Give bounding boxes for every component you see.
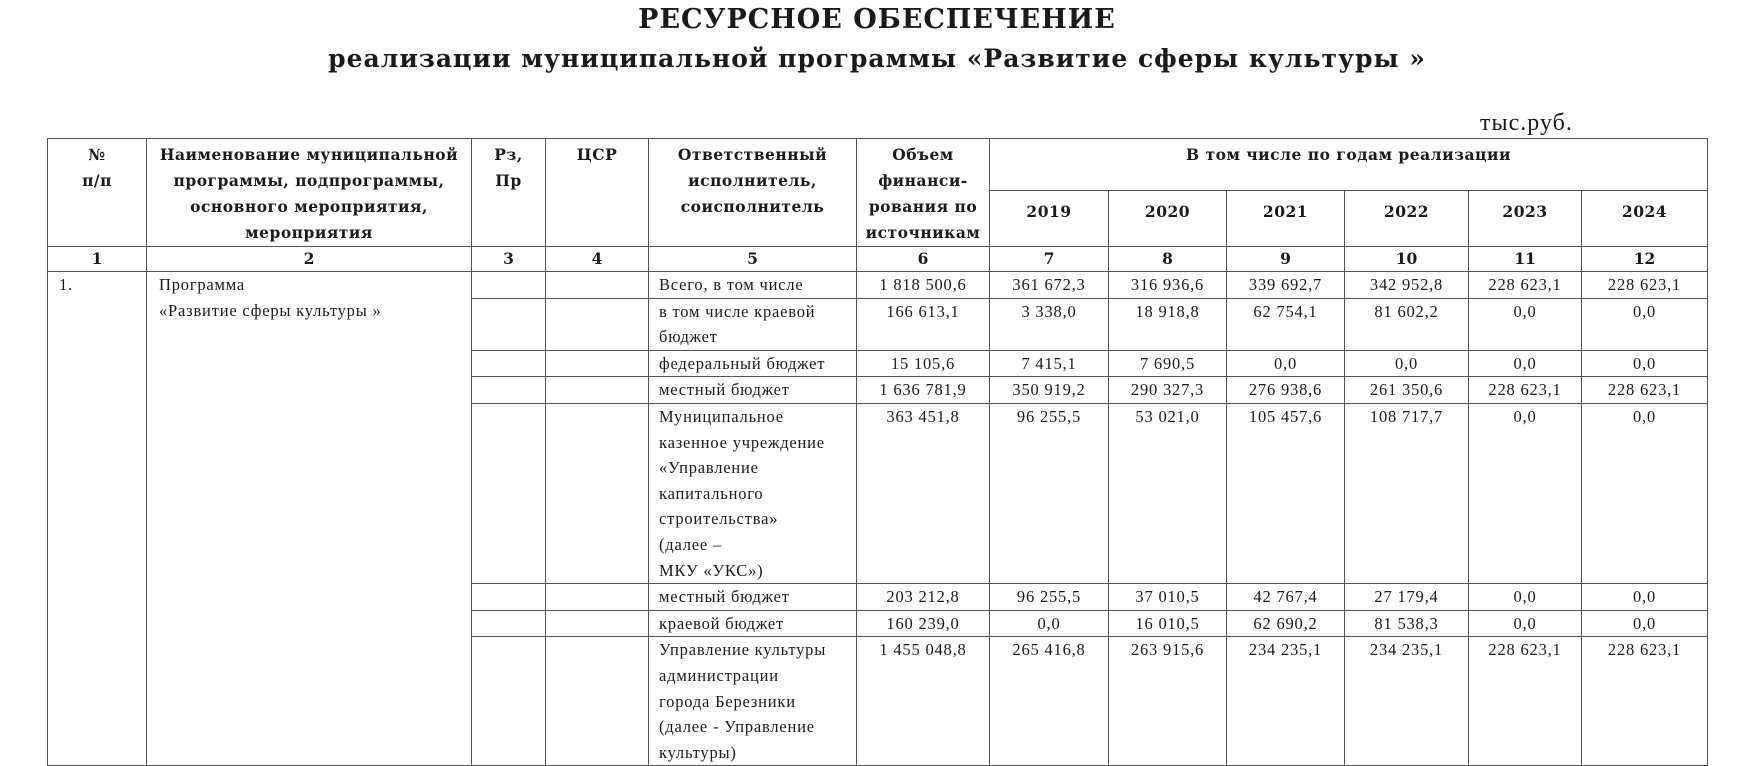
year-value-cell: 0,0: [1469, 403, 1582, 583]
year-value-cell: 0,0: [1582, 610, 1708, 637]
year-value-cell: 228 623,1: [1469, 272, 1582, 299]
csr-cell: [546, 377, 649, 404]
total-cell: 203 212,8: [857, 584, 990, 611]
year-value-cell: 361 672,3: [990, 272, 1109, 299]
year-value-cell: 27 179,4: [1345, 584, 1469, 611]
csr-cell: [546, 584, 649, 611]
year-value-cell: 96 255,5: [990, 403, 1109, 583]
units-label: тыс.руб.: [1480, 110, 1573, 136]
year-value-cell: 0,0: [1469, 350, 1582, 377]
header-year: 2019: [990, 191, 1109, 247]
year-value-cell: 228 623,1: [1582, 272, 1708, 299]
header-year: 2021: [1227, 191, 1345, 247]
column-number: 10: [1345, 247, 1469, 272]
total-cell: 1 636 781,9: [857, 377, 990, 404]
source-cell: краевой бюджет: [649, 610, 857, 637]
year-value-cell: 228 623,1: [1469, 377, 1582, 404]
source-cell: в том числе краевой бюджет: [649, 298, 857, 350]
total-cell: 166 613,1: [857, 298, 990, 350]
year-value-cell: 228 623,1: [1582, 637, 1708, 766]
resource-table: [47, 138, 1708, 766]
column-number: 11: [1469, 247, 1582, 272]
year-value-cell: 81 538,3: [1345, 610, 1469, 637]
year-value-cell: 96 255,5: [990, 584, 1109, 611]
header-num: № п/п: [48, 139, 147, 247]
year-value-cell: 0,0: [1582, 298, 1708, 350]
year-value-cell: 0,0: [1227, 350, 1345, 377]
csr-cell: [546, 403, 649, 583]
year-value-cell: 108 717,7: [1345, 403, 1469, 583]
year-value-cell: 42 767,4: [1227, 584, 1345, 611]
source-cell: местный бюджет: [649, 377, 857, 404]
rz-pr-cell: [472, 272, 546, 299]
csr-cell: [546, 610, 649, 637]
page-title: РЕСУРСНОЕ ОБЕСПЕЧЕНИЕ: [638, 4, 1116, 35]
page-subtitle: реализации муниципальной программы «Развитие сферы культуры »: [328, 44, 1426, 73]
rz-pr-cell: [472, 377, 546, 404]
column-number: 4: [546, 247, 649, 272]
header-year: 2023: [1469, 191, 1582, 247]
source-cell: Муниципальное казенное учреждение «Управление капитального строительства» (далее – МКУ «УКС»): [649, 403, 857, 583]
column-number: 2: [147, 247, 472, 272]
table-body: [48, 272, 1708, 766]
year-value-cell: 18 918,8: [1109, 298, 1227, 350]
total-cell: 160 239,0: [857, 610, 990, 637]
column-number: 5: [649, 247, 857, 272]
year-value-cell: 0,0: [1469, 584, 1582, 611]
column-number: 12: [1582, 247, 1708, 272]
source-cell: федеральный бюджет: [649, 350, 857, 377]
year-value-cell: 0,0: [990, 610, 1109, 637]
year-value-cell: 234 235,1: [1227, 637, 1345, 766]
rz-pr-cell: [472, 298, 546, 350]
year-value-cell: 316 936,6: [1109, 272, 1227, 299]
rz-pr-cell: [472, 637, 546, 766]
year-value-cell: 62 754,1: [1227, 298, 1345, 350]
csr-cell: [546, 298, 649, 350]
column-number: 9: [1227, 247, 1345, 272]
csr-cell: [546, 350, 649, 377]
year-value-cell: 339 692,7: [1227, 272, 1345, 299]
year-value-cell: 0,0: [1582, 350, 1708, 377]
header-year: 2024: [1582, 191, 1708, 247]
column-number: 6: [857, 247, 990, 272]
year-value-cell: 7 690,5: [1109, 350, 1227, 377]
year-value-cell: 276 938,6: [1227, 377, 1345, 404]
year-value-cell: 290 327,3: [1109, 377, 1227, 404]
year-value-cell: 105 457,6: [1227, 403, 1345, 583]
year-value-cell: 37 010,5: [1109, 584, 1227, 611]
program-index: 1.: [48, 272, 147, 766]
column-numbers-row: [48, 247, 1708, 272]
rz-pr-cell: [472, 610, 546, 637]
csr-cell: [546, 272, 649, 299]
header-row: [48, 139, 1708, 191]
year-value-cell: 62 690,2: [1227, 610, 1345, 637]
header-rz-pr: Рз, Пр: [472, 139, 546, 247]
year-value-cell: 234 235,1: [1345, 637, 1469, 766]
header-name: Наименование муниципальной программы, подпрограммы, основного мероприятия, мероприятия: [147, 139, 472, 247]
year-value-cell: 16 010,5: [1109, 610, 1227, 637]
csr-cell: [546, 637, 649, 766]
year-value-cell: 0,0: [1582, 403, 1708, 583]
source-cell: Управление культуры администрации города Березники (далее - Управление культуры): [649, 637, 857, 766]
year-value-cell: 0,0: [1469, 610, 1582, 637]
header-responsible: Ответственный исполнитель, соисполнитель: [649, 139, 857, 247]
column-number: 3: [472, 247, 546, 272]
year-value-cell: 228 623,1: [1582, 377, 1708, 404]
year-value-cell: 81 602,2: [1345, 298, 1469, 350]
year-value-cell: 0,0: [1582, 584, 1708, 611]
year-value-cell: 261 350,6: [1345, 377, 1469, 404]
column-number: 1: [48, 247, 147, 272]
rz-pr-cell: [472, 403, 546, 583]
header-by-years: В том числе по годам реализации: [990, 139, 1708, 191]
year-value-cell: 3 338,0: [990, 298, 1109, 350]
total-cell: 1 818 500,6: [857, 272, 990, 299]
rz-pr-cell: [472, 350, 546, 377]
source-cell: местный бюджет: [649, 584, 857, 611]
source-cell: Всего, в том числе: [649, 272, 857, 299]
year-value-cell: 0,0: [1469, 298, 1582, 350]
total-cell: 363 451,8: [857, 403, 990, 583]
header-volume: Объем финанси- рования по источникам: [857, 139, 990, 247]
year-value-cell: 342 952,8: [1345, 272, 1469, 299]
year-value-cell: 53 021,0: [1109, 403, 1227, 583]
rz-pr-cell: [472, 584, 546, 611]
program-name: Программа «Развитие сферы культуры »: [147, 272, 472, 766]
header-year: 2020: [1109, 191, 1227, 247]
year-value-cell: 265 416,8: [990, 637, 1109, 766]
year-value-cell: 0,0: [1345, 350, 1469, 377]
total-cell: 1 455 048,8: [857, 637, 990, 766]
header-year: 2022: [1345, 191, 1469, 247]
header-csr: ЦСР: [546, 139, 649, 247]
column-number: 7: [990, 247, 1109, 272]
year-value-cell: 263 915,6: [1109, 637, 1227, 766]
year-value-cell: 350 919,2: [990, 377, 1109, 404]
table-row: [48, 272, 1708, 299]
year-value-cell: 228 623,1: [1469, 637, 1582, 766]
total-cell: 15 105,6: [857, 350, 990, 377]
column-number: 8: [1109, 247, 1227, 272]
year-value-cell: 7 415,1: [990, 350, 1109, 377]
